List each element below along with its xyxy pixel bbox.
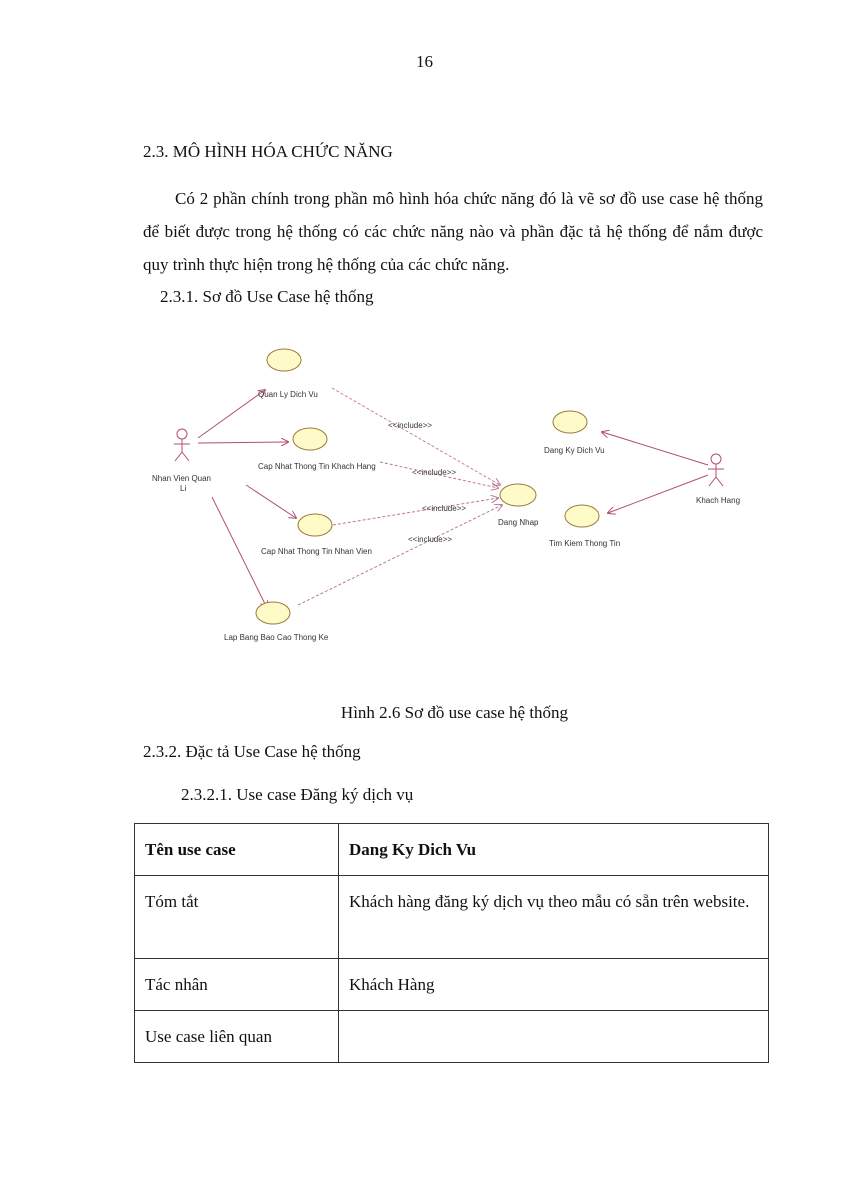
- include-label-4: <<include>>: [408, 535, 453, 544]
- table-cell-value: Khách Hàng: [339, 959, 769, 1011]
- usecase-search: [565, 505, 599, 527]
- table-cell-value: Dang Ky Dich Vu: [339, 824, 769, 876]
- usecase-report-label: Lap Bang Bao Cao Thong Ke: [224, 633, 329, 642]
- subsection-heading-diagram: 2.3.1. Sơ đồ Use Case hệ thống: [160, 287, 374, 306]
- usecase-register-label: Dang Ky Dich Vu: [544, 446, 605, 455]
- use-case-spec-table: [134, 823, 769, 1063]
- table-cell-label: Tên use case: [135, 824, 339, 876]
- association-lines: [198, 390, 708, 608]
- table-row: [135, 824, 769, 876]
- intro-paragraph: Có 2 phần chính trong phần mô hình hóa chức năng đó là vẽ sơ đồ use case hệ thống để biết được trong hệ thống có các chức năng nào và phần đặc tả hệ thống để nắm được quy trình thực hiện trong hệ thống của các chức năng.: [143, 189, 763, 274]
- usecase-report: [256, 602, 290, 624]
- usecase-update-staff-label: Cap Nhat Thong Tin Nhan Vien: [261, 547, 372, 556]
- table-cell-value: Khách hàng đăng ký dịch vụ theo mẫu có sẵn trên website.: [339, 876, 769, 959]
- page-number: 16: [416, 52, 433, 71]
- usecase-update-customer-label: Cap Nhat Thong Tin Khach Hang: [258, 462, 376, 471]
- subsection-heading-spec: 2.3.2. Đặc tả Use Case hệ thống: [143, 742, 361, 761]
- use-case-diagram: [140, 335, 760, 655]
- usecase-register: [553, 411, 587, 433]
- table-row: [135, 876, 769, 959]
- usecase-manage-service-label: Quan Ly Dich Vu: [258, 390, 318, 399]
- table-cell-label: Tác nhân: [135, 959, 339, 1011]
- include-label-1: <<include>>: [388, 421, 433, 430]
- figure-caption: Hình 2.6 Sơ đồ use case hệ thống: [340, 703, 569, 722]
- actor-staff-label-2: Li: [180, 484, 187, 493]
- actor-customer-label: Khach Hang: [696, 496, 741, 505]
- table-row: [135, 1011, 769, 1063]
- actor-staff-label: Nhan Vien Quan: [152, 474, 212, 483]
- usecase-update-customer: [293, 428, 327, 450]
- assoc-customer-register: [602, 432, 708, 465]
- usecase-update-staff: [298, 514, 332, 536]
- usecase-login-label: Dang Nhap: [498, 518, 539, 527]
- usecase-login: [500, 484, 536, 506]
- include-label-3: <<include>>: [422, 504, 467, 513]
- actor-customer-icon: [708, 454, 724, 486]
- assoc-customer-search: [608, 475, 708, 513]
- table-cell-label: Tóm tắt: [135, 876, 339, 959]
- table-row: [135, 959, 769, 1011]
- assoc-staff-manage: [198, 390, 265, 438]
- table-cell-label: Use case liên quan: [135, 1011, 339, 1063]
- include-update-staff-login: [333, 498, 498, 525]
- include-label-2: <<include>>: [412, 468, 457, 477]
- actor-staff-icon: [174, 429, 190, 461]
- assoc-staff-report: [212, 497, 267, 608]
- usecase-manage-service: [267, 349, 301, 371]
- usecase-search-label: Tim Kiem Thong Tin: [549, 539, 621, 548]
- assoc-staff-update-customer: [198, 442, 288, 443]
- subsection-heading-register: 2.3.2.1. Use case Đăng ký dịch vụ: [181, 785, 414, 804]
- section-heading: 2.3. MÔ HÌNH HÓA CHỨC NĂNG: [143, 142, 393, 161]
- table-cell-value: [339, 1011, 769, 1063]
- assoc-staff-update-staff: [246, 485, 296, 518]
